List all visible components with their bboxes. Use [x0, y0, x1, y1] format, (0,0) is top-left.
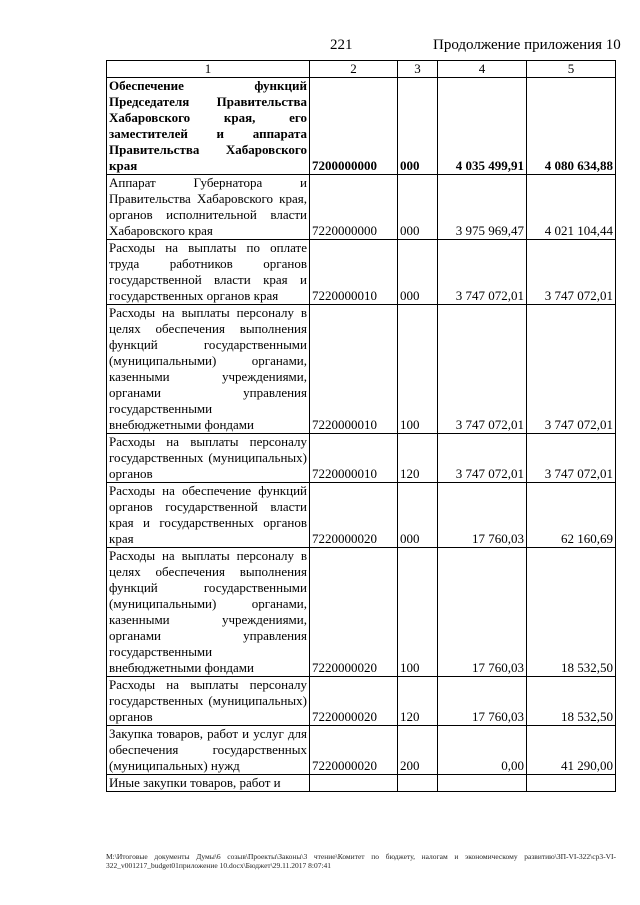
- row-code-cell: 7220000010: [310, 305, 398, 434]
- row-value-1-cell: [438, 775, 527, 792]
- row-code-cell: 7220000020: [310, 483, 398, 548]
- row-name-cell: Аппарат Губернатора и Правительства Хабаровского края, органов исполнительной власти Хабаровского края: [107, 175, 310, 240]
- budget-table: [106, 60, 616, 792]
- row-name-cell: Расходы на выплаты персоналу государственных (муниципальных) органов: [107, 434, 310, 483]
- column-header: 3: [398, 61, 438, 78]
- row-code-cell: 7220000020: [310, 677, 398, 726]
- page-number: 221: [330, 37, 353, 53]
- row-value-2-cell: 4 021 104,44: [527, 175, 616, 240]
- table-row: [107, 175, 616, 240]
- row-value-1-cell: 3 747 072,01: [438, 434, 527, 483]
- row-code-cell: [310, 775, 398, 792]
- row-name-cell: Расходы на выплаты персоналу в целях обеспечения выполнения функций государственными (муниципальными) органами, казенными учреждениями, органами управления государственными внебюджетными фондами: [107, 548, 310, 677]
- column-header: 5: [527, 61, 616, 78]
- row-code-cell: 7200000000: [310, 78, 398, 175]
- table-header-row: [107, 61, 616, 78]
- table-row: [107, 240, 616, 305]
- column-header: 2: [310, 61, 398, 78]
- table-row: [107, 78, 616, 175]
- row-name-cell: Расходы на выплаты персоналу в целях обеспечения выполнения функций государственными (муниципальными) органами, казенными учреждениями, органами управления государственными внебюджетными фондами: [107, 305, 310, 434]
- table-row: [107, 726, 616, 775]
- row-type-cell: 120: [398, 677, 438, 726]
- row-type-cell: 100: [398, 548, 438, 677]
- row-value-1-cell: 0,00: [438, 726, 527, 775]
- column-header: 1: [107, 61, 310, 78]
- row-type-cell: 000: [398, 78, 438, 175]
- row-value-2-cell: 3 747 072,01: [527, 434, 616, 483]
- row-value-1-cell: 17 760,03: [438, 548, 527, 677]
- row-type-cell: 120: [398, 434, 438, 483]
- column-header: 4: [438, 61, 527, 78]
- table-row: [107, 548, 616, 677]
- row-value-2-cell: 62 160,69: [527, 483, 616, 548]
- row-value-2-cell: [527, 775, 616, 792]
- row-code-cell: 7220000020: [310, 548, 398, 677]
- row-value-2-cell: 18 532,50: [527, 677, 616, 726]
- table-row: [107, 434, 616, 483]
- row-name-cell: Расходы на выплаты по оплате труда работников органов государственной власти края и государственных органов края: [107, 240, 310, 305]
- table-row: [107, 305, 616, 434]
- row-type-cell: [398, 775, 438, 792]
- row-value-2-cell: 3 747 072,01: [527, 305, 616, 434]
- row-type-cell: 000: [398, 483, 438, 548]
- row-value-1-cell: 17 760,03: [438, 483, 527, 548]
- file-path-footer: M:\Итоговые документы Думы\6 созыв\Проекты\Законы\3 чтение\Комитет по бюджету, налогам и экономическому развитию\ЗП-VI-322\ср3-VI-322_v001217_budget01приложение 10.docx\Бюджет\29.11.2017 8:07:41: [106, 852, 616, 870]
- row-value-2-cell: 3 747 072,01: [527, 240, 616, 305]
- row-type-cell: 000: [398, 240, 438, 305]
- row-value-2-cell: 4 080 634,88: [527, 78, 616, 175]
- row-code-cell: 7220000000: [310, 175, 398, 240]
- row-value-2-cell: 18 532,50: [527, 548, 616, 677]
- row-value-2-cell: 41 290,00: [527, 726, 616, 775]
- row-type-cell: 000: [398, 175, 438, 240]
- row-name-cell: Иные закупки товаров, работ и: [107, 775, 310, 792]
- row-type-cell: 200: [398, 726, 438, 775]
- row-name-cell: Расходы на обеспечение функций органов государственной власти края и государственных органов края: [107, 483, 310, 548]
- row-code-cell: 7220000010: [310, 240, 398, 305]
- row-code-cell: 7220000020: [310, 726, 398, 775]
- row-name-cell: Закупка товаров, работ и услуг для обеспечения государственных (муниципальных) нужд: [107, 726, 310, 775]
- row-name-cell: Обеспечение функций Председателя Правительства Хабаровского края, его заместителей и аппарата Правительства Хабаровского края: [107, 78, 310, 175]
- table-row: [107, 775, 616, 792]
- table-row: [107, 483, 616, 548]
- row-name-cell: Расходы на выплаты персоналу государственных (муниципальных) органов: [107, 677, 310, 726]
- row-type-cell: 100: [398, 305, 438, 434]
- row-value-1-cell: 3 975 969,47: [438, 175, 527, 240]
- row-value-1-cell: 3 747 072,01: [438, 305, 527, 434]
- continuation-label: Продолжение приложения 10: [433, 37, 621, 53]
- row-value-1-cell: 4 035 499,91: [438, 78, 527, 175]
- table-row: [107, 677, 616, 726]
- row-value-1-cell: 3 747 072,01: [438, 240, 527, 305]
- row-value-1-cell: 17 760,03: [438, 677, 527, 726]
- row-code-cell: 7220000010: [310, 434, 398, 483]
